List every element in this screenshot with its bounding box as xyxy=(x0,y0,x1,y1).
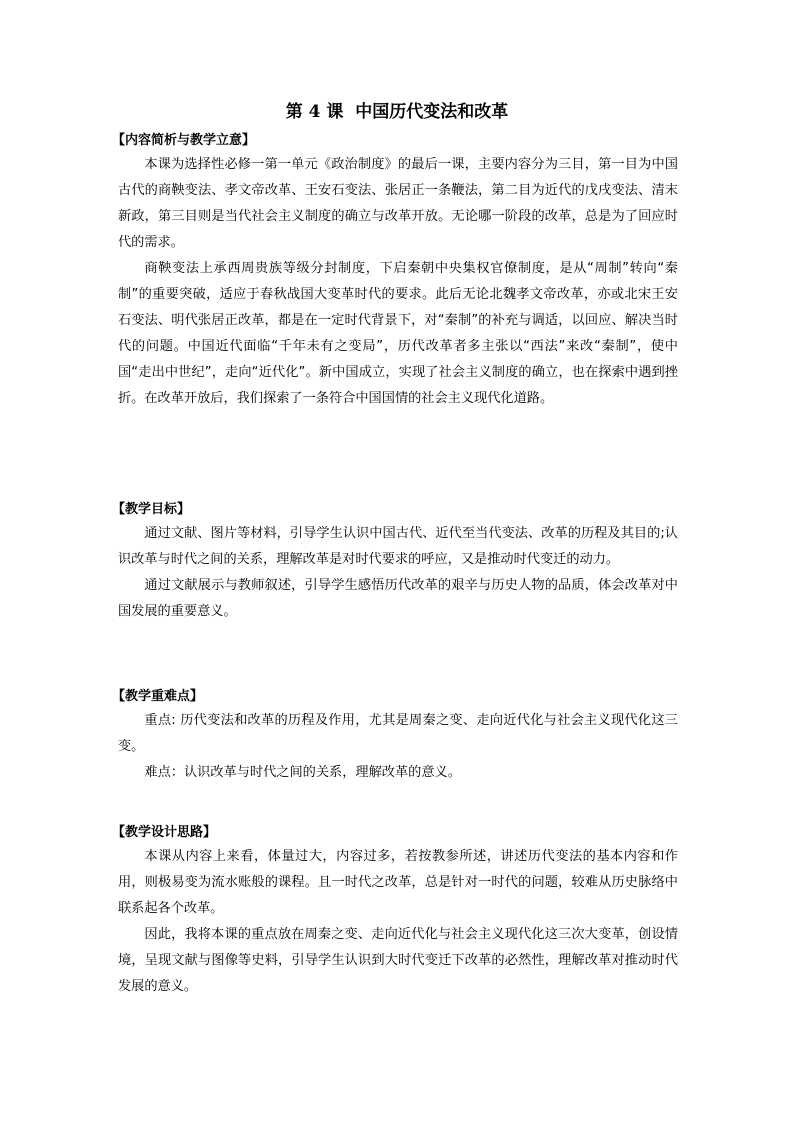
section-key-points xyxy=(112,686,678,786)
section-heading: 【教学设计思路】 xyxy=(112,825,217,840)
paragraph: 本课从内容上来看，体量过大，内容过多，若按教参所述，讲述历代变法的基本内容和作用，则极易变为流水账般的课程。且一时代之改革，总是针对一时代的问题，较难从历史脉络中联系起各个改革。 xyxy=(118,849,678,916)
paragraph: 商鞅变法上承西周贵族等级分封制度，下启秦朝中央集权官僚制度，是从“周制”转向“秦制”的重要突破，适应于春秋战国大变革时代的要求。此后无论北魏孝文帝改革，亦或北宋王安石变法、明代张居正改革，都是在一定时代背景下，对“秦制”的补充与调适，以回应、解决当时代的问题。中国近代面临“千年未有之变局”，历代改革者多主张以“西法”来改“秦制”，使中国“走出中世纪”，走向“近代化”。新中国成立，实现了社会主义制度的确立，也在探索中遇到挫折。在改革开放后，我们探索了一条符合中国国情的社会主义现代化道路。 xyxy=(118,261,678,406)
section-teaching-goals xyxy=(112,499,678,625)
paragraph: 难点：认识改革与时代之间的关系，理解改革的意义。 xyxy=(144,765,461,780)
paragraph: 重点: 历代变法和改革的历程及作用，尤其是周秦之变、走向近代化与社会主义现代化这三变。 xyxy=(118,713,678,754)
section-design-approach xyxy=(112,822,678,1000)
paragraph: 通过文献、图片等材料，引导学生认识中国古代、近代至当代变法、改革的历程及其目的;认识改革与时代之间的关系，理解改革是对时代要求的呼应，又是推动时代变迁的动力。 xyxy=(118,526,678,567)
paragraph: 本课为选择性必修一第一单元《政治制度》的最后一课，主要内容分为三目，第一目为中国古代的商鞅变法、孝文帝改革、王安石变法、张居正一条鞭法，第二目为近代的戊戌变法、清末新政，第三目则是当代社会主义制度的确立与改革开放。无论哪一阶段的改革，总是为了回应时代的需求。 xyxy=(118,157,678,250)
section-content-analysis xyxy=(112,130,678,412)
section-heading: 【教学重难点】 xyxy=(112,689,204,704)
paragraph: 通过文献展示与教师叙述，引导学生感悟历代改革的艰辛与历史人物的品质，体会改革对中国发展的重要意义。 xyxy=(118,578,678,619)
section-heading: 【教学目标】 xyxy=(112,502,191,517)
section-heading: 【内容简析与教学立意】 xyxy=(112,133,256,148)
lesson-title: 第 4 课 中国历代变法和改革 xyxy=(285,102,509,122)
paragraph: 因此，我将本课的重点放在周秦之变、走向近代化与社会主义现代化这三次大变革，创设情境，呈现文献与图像等史料，引导学生认识到大时代变迁下改革的必然性，理解改革对推动时代发展的意义。 xyxy=(118,927,678,994)
